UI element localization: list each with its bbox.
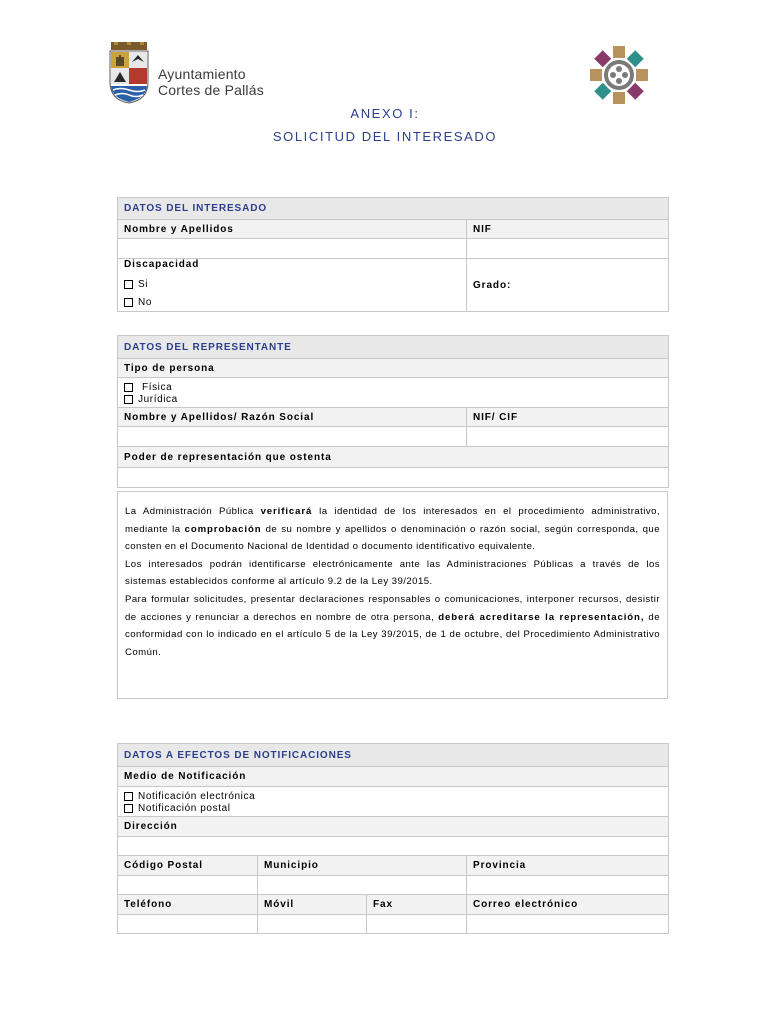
- representante-heading: DATOS DEL REPRESENTANTE: [118, 336, 669, 359]
- nif-field[interactable]: [467, 239, 669, 259]
- disability-no-label: No: [138, 296, 152, 308]
- notificaciones-section: [117, 743, 669, 934]
- poder-label: Poder de representación que ostenta: [118, 447, 669, 468]
- telefono-label: Teléfono: [118, 895, 258, 915]
- provincia-field[interactable]: [467, 876, 669, 895]
- document-title: ANEXO I:: [350, 106, 420, 121]
- name-field[interactable]: [118, 239, 467, 259]
- municipio-field[interactable]: [258, 876, 467, 895]
- razon-social-label: Nombre y Apellidos/ Razón Social: [118, 408, 467, 427]
- checkbox-icon[interactable]: [124, 792, 133, 801]
- checkbox-icon[interactable]: [124, 280, 133, 289]
- checkbox-icon[interactable]: [124, 395, 133, 404]
- medio-options: [118, 787, 669, 817]
- fax-field[interactable]: [367, 915, 467, 934]
- org-name-line2: Cortes de Pallás: [158, 82, 264, 98]
- electronica-option[interactable]: [124, 790, 662, 802]
- legal-paragraph-3: Para formular solicitudes, presentar declaraciones responsables o comunicaciones, interponer recursos, desistir de acciones y renunciar a derechos en nombre de otra persona, deberá acreditarse la representación, de conformidad con lo indicado en el artículo 5 de la Ley 39/2015, de 1 de octubre, del Procedimiento Administrativo Común.: [125, 593, 660, 658]
- juridica-option[interactable]: [124, 393, 662, 405]
- nif-label: NIF: [467, 220, 669, 239]
- name-label: Nombre y Apellidos: [118, 220, 467, 239]
- checkbox-icon[interactable]: [124, 804, 133, 813]
- checkbox-icon[interactable]: [124, 383, 133, 392]
- fax-label: Fax: [367, 895, 467, 915]
- legal-paragraph-2: Los interesados podrán identificarse electrónicamente ante las Administraciones Públicas a través de los sistemas establecidos conforme al artículo 9.2 de la Ley 39/2015.: [125, 558, 660, 588]
- document-subtitle: SOLICITUD DEL INTERESADO: [272, 129, 498, 144]
- interesado-section: [117, 197, 669, 312]
- disability-no-option[interactable]: [124, 293, 460, 311]
- disability-cell: [118, 259, 467, 312]
- cp-field[interactable]: [118, 876, 258, 895]
- postal-label: Notificación postal: [138, 802, 231, 814]
- grade-cell[interactable]: [467, 259, 669, 312]
- juridica-label: Jurídica: [138, 393, 178, 405]
- fisica-label: Física: [142, 381, 173, 393]
- movil-field[interactable]: [258, 915, 367, 934]
- poder-field[interactable]: [118, 468, 669, 488]
- org-name-line1: Ayuntamiento: [158, 66, 246, 82]
- interesado-heading: DATOS DEL INTERESADO: [118, 198, 669, 220]
- telefono-field[interactable]: [118, 915, 258, 934]
- movil-label: Móvil: [258, 895, 367, 915]
- nif-cif-label: NIF/ CIF: [467, 408, 669, 427]
- razon-social-field[interactable]: [118, 427, 467, 447]
- municipio-label: Municipio: [258, 856, 467, 876]
- email-label: Correo electrónico: [467, 895, 669, 915]
- notificaciones-heading: DATOS A EFECTOS DE NOTIFICACIONES: [118, 744, 669, 767]
- electronica-label: Notificación electrónica: [138, 790, 256, 802]
- direccion-label: Dirección: [118, 817, 669, 837]
- checkbox-icon[interactable]: [124, 298, 133, 307]
- grade-label: Grado:: [473, 279, 512, 291]
- legal-paragraph-1: La Administración Pública verificará la identidad de los interesados en el procedimiento administrativo, mediante la comprobación de su nombre y apellidos o denominación o razón social, según corresponda, que consten en el Documento Nacional de Identidad o documento identificativo equivalente.: [125, 506, 660, 553]
- legal-notice: [117, 491, 668, 699]
- decorative-emblem-logo: [588, 44, 650, 106]
- email-field[interactable]: [467, 915, 669, 934]
- disability-yes-label: Si: [138, 278, 149, 290]
- postal-option[interactable]: [124, 802, 662, 814]
- tipo-persona-label: Tipo de persona: [118, 359, 669, 378]
- medio-label: Medio de Notificación: [118, 767, 669, 787]
- fisica-option[interactable]: [124, 381, 662, 393]
- provincia-label: Provincia: [467, 856, 669, 876]
- cp-label: Código Postal: [118, 856, 258, 876]
- representante-section: [117, 335, 669, 488]
- nif-cif-field[interactable]: [467, 427, 669, 447]
- town-coat-of-arms-logo: [108, 42, 150, 104]
- disability-label: Discapacidad: [124, 259, 200, 270]
- disability-yes-option[interactable]: [124, 275, 460, 293]
- tipo-persona-options: [118, 378, 669, 408]
- direccion-field[interactable]: [118, 837, 669, 856]
